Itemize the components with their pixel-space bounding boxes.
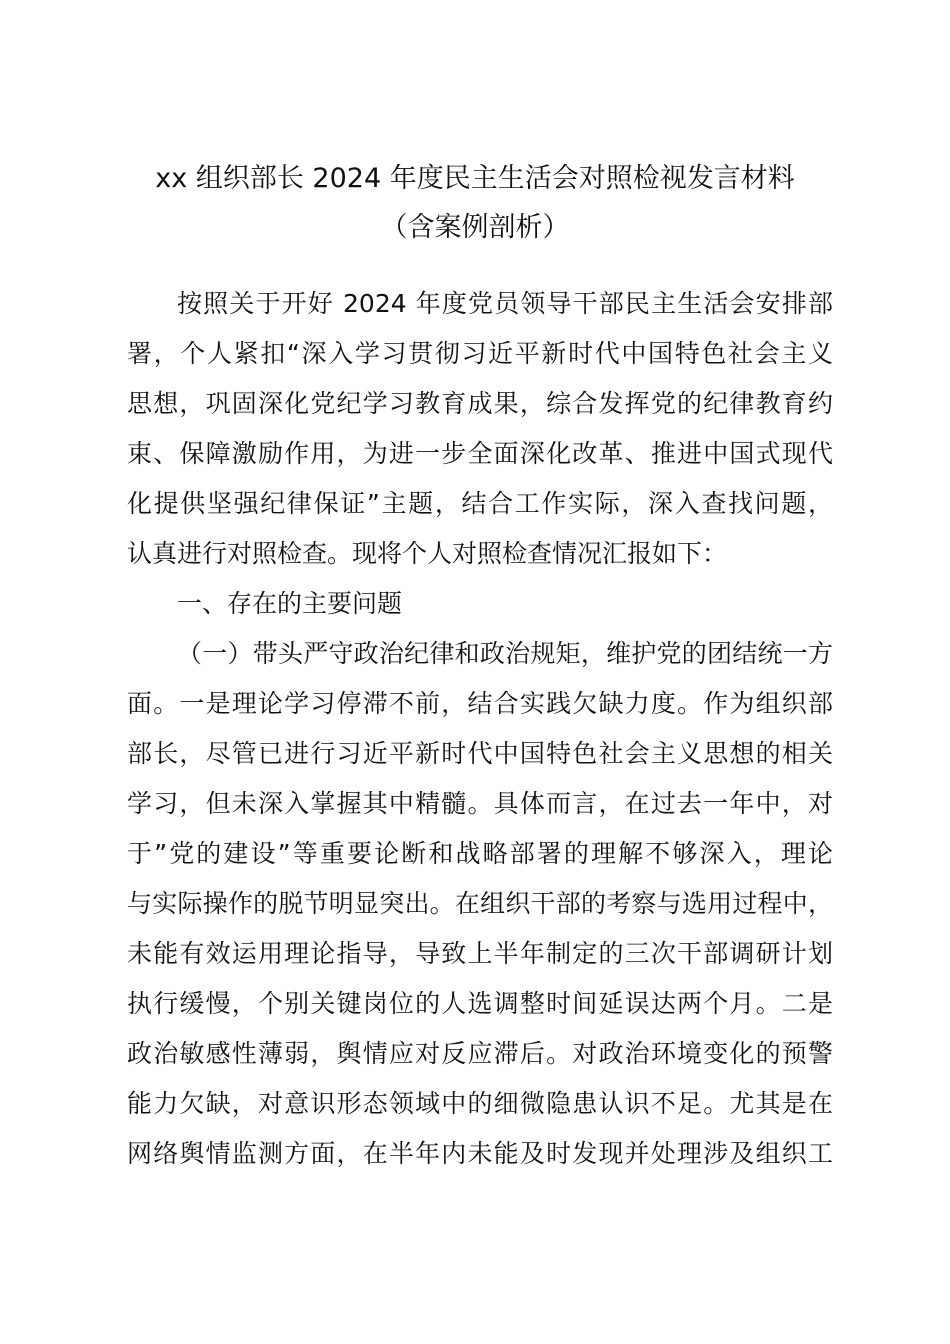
paragraph-line: 未能有效运用理论指导，导致上半年制定的三次干部调研计划 xyxy=(127,939,833,968)
section-heading: 一、存在的主要问题 xyxy=(177,589,403,618)
document-subtitle: （含案例剖析） xyxy=(380,212,570,243)
paragraph-line: 面。一是理论学习停滞不前，结合实践欠缺力度。作为组织部 xyxy=(127,689,833,718)
paragraph-line: 部长，尽管已进行习近平新时代中国特色社会主义思想的相关 xyxy=(127,739,833,768)
paragraph-line: 于”党的建设”等重要论断和战略部署的理解不够深入，理论 xyxy=(127,839,833,868)
document-title: xx 组织部长 2024 年度民主生活会对照检视发言材料 xyxy=(155,163,795,194)
paragraph-line: 认真进行对照检查。现将个人对照检查情况汇报如下： xyxy=(127,539,728,568)
paragraph-line: 政治敏感性薄弱，舆情应对反应滞后。对政治环境变化的预警 xyxy=(127,1039,833,1068)
paragraph-line: 执行缓慢，个别关键岗位的人选调整时间延误达两个月。二是 xyxy=(127,989,833,1018)
paragraph-line: 束、保障激励作用，为进一步全面深化改革、推进中国式现代 xyxy=(127,439,833,468)
paragraph-line: 网络舆情监测方面，在半年内未能及时发现并处理涉及组织工 xyxy=(127,1139,833,1168)
paragraph-line: 化提供坚强纪律保证”主题，结合工作实际，深入查找问题， xyxy=(127,489,833,518)
paragraph-line: 能力欠缺，对意识形态领域中的细微隐患认识不足。尤其是在 xyxy=(127,1089,833,1118)
paragraph-line: 署，个人紧扣“深入学习贯彻习近平新时代中国特色社会主义 xyxy=(127,339,833,368)
paragraph-line: 思想，巩固深化党纪学习教育成果，综合发挥党的纪律教育约 xyxy=(127,389,833,418)
paragraph-line: 学习，但未深入掌握其中精髓。具体而言，在过去一年中，对 xyxy=(127,789,833,818)
paragraph-line: 与实际操作的脱节明显突出。在组织干部的考察与选用过程中， xyxy=(127,889,833,918)
document-body xyxy=(127,279,833,1179)
paragraph-line: 按照关于开好 2024 年度党员领导干部民主生活会安排部 xyxy=(177,289,833,318)
paragraph-line: （一）带头严守政治纪律和政治规矩，维护党的团结统一方 xyxy=(177,639,833,668)
